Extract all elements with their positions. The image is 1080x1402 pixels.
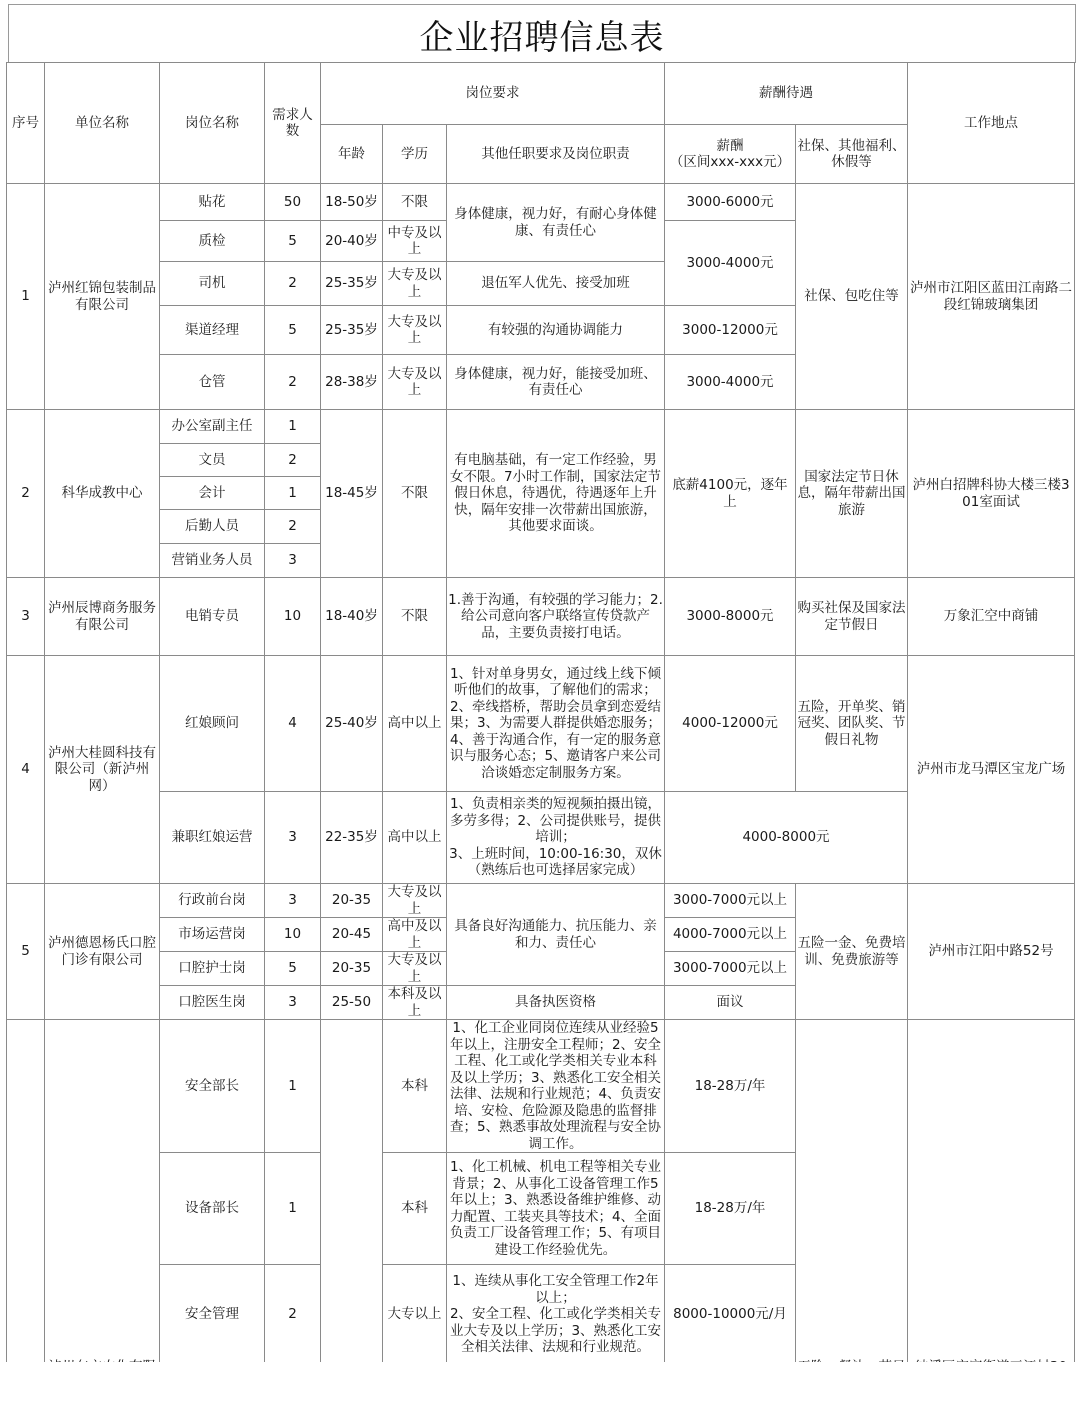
salary-range: 3000-8000元 (665, 578, 796, 656)
position-name: 后勤人员 (160, 510, 265, 544)
position-name: 司机 (160, 262, 265, 306)
age-req: 18-40岁 (321, 578, 383, 656)
headcount: 10 (265, 578, 321, 656)
salary-range: 4000-12000元 (665, 656, 796, 792)
salary-range: 3000-6000元 (665, 184, 796, 221)
work-location (908, 1020, 1075, 1385)
header-seq: 序号 (7, 63, 45, 184)
seq-cell: 4 (7, 656, 45, 884)
seq-cell: 2 (7, 410, 45, 578)
education-req: 本科 (383, 1020, 447, 1153)
seq-cell (7, 1020, 45, 1385)
benefits-text: 购买社保及国家法定节假日 (796, 578, 908, 656)
duty-text: 有较强的沟通协调能力 (447, 306, 665, 355)
duty-text: 具备良好沟通能力、抗压能力、亲和力、责任心 (447, 884, 665, 986)
headcount: 5 (265, 306, 321, 355)
headcount: 3 (265, 986, 321, 1020)
position-name: 会计 (160, 477, 265, 510)
headcount: 2 (265, 444, 321, 477)
age-req: 20-40岁 (321, 221, 383, 262)
position-name: 兼职红娘运营 (160, 792, 265, 884)
education-req: 大专及以上 (383, 355, 447, 410)
education-req: 本科及以上 (383, 986, 447, 1020)
age-req: 22-35岁 (321, 792, 383, 884)
header-compensation: 薪酬待遇 (665, 63, 908, 125)
education-req: 不限 (383, 184, 447, 221)
header-requirements: 岗位要求 (321, 63, 665, 125)
age-req: 20-35 (321, 884, 383, 918)
age-req: 25-35岁 (321, 306, 383, 355)
seq-cell: 1 (7, 184, 45, 410)
headcount: 1 (265, 1020, 321, 1153)
header-education: 学历 (383, 125, 447, 184)
education-req: 高中以上 (383, 792, 447, 884)
headcount: 1 (265, 410, 321, 444)
headcount: 1 (265, 1153, 321, 1265)
duty-text: 具备执医资格 (447, 986, 665, 1020)
position-name: 市场运营岗 (160, 918, 265, 952)
table-row (7, 656, 1075, 792)
table-row (7, 884, 1075, 918)
salary-range: 面议 (665, 986, 796, 1020)
headcount: 3 (265, 792, 321, 884)
headcount: 50 (265, 184, 321, 221)
age-req: 25-35岁 (321, 262, 383, 306)
duty-text: 1、化工企业同岗位连续从业经验5年以上，注册安全工程师；2、安全工程、化工或化学类相关专业本科及以上学历；3、熟悉化工安全相关法律、法规和行业规范；4、负责安培、安检、危险源及隐患的监督排查；5、熟悉事故处理流程与安全协调工作。 (447, 1020, 665, 1153)
education-req: 不限 (383, 578, 447, 656)
salary-range: 4000-8000元 (665, 792, 908, 884)
salary-range: 18-28万/年 (665, 1020, 796, 1153)
duty-text: 身体健康，视力好，能接受加班、有责任心 (447, 355, 665, 410)
position-name: 仓管 (160, 355, 265, 410)
headcount: 5 (265, 221, 321, 262)
table-row (7, 184, 1075, 221)
work-location: 万象汇空中商铺 (908, 578, 1075, 656)
education-req: 中专及以上 (383, 221, 447, 262)
salary-range: 3000-12000元 (665, 306, 796, 355)
seq-cell: 3 (7, 578, 45, 656)
education-req: 大专及以上 (383, 262, 447, 306)
headcount: 3 (265, 884, 321, 918)
position-name: 口腔护士岗 (160, 952, 265, 986)
age-req: 25-40岁 (321, 656, 383, 792)
headcount: 3 (265, 544, 321, 578)
position-name: 口腔医生岗 (160, 986, 265, 1020)
duty-text: 1、针对单身男女，通过线上线下倾听他们的故事，了解他们的需求；2、牵线搭桥，帮助会员拿到恋爱结果；3、为需要人群提供婚恋服务；4、善于沟通合作，有一定的服务意识与服务心态；5、邀请客户来公司洽谈婚恋定制服务方案。 (447, 656, 665, 792)
table-row (7, 578, 1075, 656)
headcount: 2 (265, 262, 321, 306)
headcount: 10 (265, 918, 321, 952)
header-location: 工作地点 (908, 63, 1075, 184)
company-name: 科华成教中心 (45, 410, 160, 578)
salary-range: 18-28万/年 (665, 1153, 796, 1265)
work-location: 泸州白招牌科协大楼三楼301室面试 (908, 410, 1075, 578)
company-name: 泸州德恩杨氏口腔门诊有限公司 (45, 884, 160, 1020)
table-row (7, 410, 1075, 444)
recruitment-table (6, 62, 1075, 1385)
seq-cell: 5 (7, 884, 45, 1020)
age-req: 25-50 (321, 986, 383, 1020)
headcount: 4 (265, 656, 321, 792)
headcount: 2 (265, 510, 321, 544)
duty-text: 1.善于沟通，有较强的学习能力；2.给公司意向客户联络宣传贷款产品，主要负责接打电话。 (447, 578, 665, 656)
headcount: 2 (265, 355, 321, 410)
headcount: 1 (265, 477, 321, 510)
age-req (321, 1020, 383, 1385)
company-name: 泸州辰博商务服务有限公司 (45, 578, 160, 656)
salary-range: 底薪4100元，逐年上 (665, 410, 796, 578)
duty-text: 1、连续从事化工安全管理工作2年以上； 2、安全工程、化工或化学类相关专业大专及以上学历；3、熟悉化工安全相关法律、法规和行业规范。 (447, 1265, 665, 1365)
position-name: 办公室副主任 (160, 410, 265, 444)
duty-text: 1、化工机械、机电工程等相关专业背景；2、从事化工设备管理工作5年以上；3、熟悉设备维护维修、动力配置、工装夹具等技术；4、全面负责工厂设备管理工作；5、有项目建设工作经验优先。 (447, 1153, 665, 1265)
salary-range: 3000-4000元 (665, 355, 796, 410)
benefits-text: 社保、包吃住等 (796, 184, 908, 410)
education-req: 大专及以上 (383, 884, 447, 918)
position-name: 安全管理 (160, 1265, 265, 1365)
education-req: 大专及以上 (383, 306, 447, 355)
position-name: 安全部长 (160, 1020, 265, 1153)
work-location: 泸州市龙马潭区宝龙广场 (908, 656, 1075, 884)
benefits-text: 国家法定节日休息，隔年带薪出国旅游 (796, 410, 908, 578)
work-location: 泸州市江阳区蓝田江南路二段红锦玻璃集团 (908, 184, 1075, 410)
header-salary: 薪酬 （区间xxx-xxx元） (665, 125, 796, 184)
company-name (45, 1020, 160, 1385)
position-name: 文员 (160, 444, 265, 477)
salary-range: 3000-4000元 (665, 221, 796, 306)
duty-text: 退伍军人优先、接受加班 (447, 262, 665, 306)
age-req: 18-50岁 (321, 184, 383, 221)
salary-range: 8000-10000元/月 (665, 1265, 796, 1365)
header-count: 需求人数 (265, 63, 321, 184)
position-name: 红娘顾问 (160, 656, 265, 792)
benefits-text: 五险，开单奖、销冠奖、团队奖、节假日礼物 (796, 656, 908, 792)
work-location: 泸州市江阳中路52号 (908, 884, 1075, 1020)
age-req: 18-45岁 (321, 410, 383, 578)
age-req: 20-45 (321, 918, 383, 952)
position-name: 贴花 (160, 184, 265, 221)
table-row (7, 1020, 1075, 1153)
page-bottom-margin (0, 1362, 1080, 1402)
sheet-title: 企业招聘信息表 (8, 4, 1076, 63)
header-company: 单位名称 (45, 63, 160, 184)
headcount: 5 (265, 952, 321, 986)
salary-range: 3000-7000元以上 (665, 884, 796, 918)
age-req: 20-35 (321, 952, 383, 986)
company-name: 泸州红锦包装制品有限公司 (45, 184, 160, 410)
headcount: 2 (265, 1265, 321, 1365)
benefits-text (796, 1020, 908, 1385)
position-name: 渠道经理 (160, 306, 265, 355)
position-name: 行政前台岗 (160, 884, 265, 918)
header-age: 年龄 (321, 125, 383, 184)
duty-text: 身体健康，视力好，有耐心身体健康、有责任心 (447, 184, 665, 262)
education-req: 大专以上 (383, 1265, 447, 1365)
header-position: 岗位名称 (160, 63, 265, 184)
education-req: 本科 (383, 1153, 447, 1265)
duty-text: 1、负责相亲类的短视频拍摄出镜，多劳多得；2、公司提供账号，提供培训； 3、上班时间，10:00-16:30，双休（熟练后也可选择居家完成） (447, 792, 665, 884)
company-name: 泸州大桂圆科技有限公司（新泸州网） (45, 656, 160, 884)
benefits-text: 五险一金、免费培训、免费旅游等 (796, 884, 908, 1020)
education-req: 不限 (383, 410, 447, 578)
header-duties: 其他任职要求及岗位职责 (447, 125, 665, 184)
position-name: 营销业务人员 (160, 544, 265, 578)
education-req: 大专及以上 (383, 952, 447, 986)
duty-text: 有电脑基础，有一定工作经验，男女不限。7小时工作制，国家法定节假日休息，待遇优，待遇逐年上升快，隔年安排一次带薪出国旅游，其他要求面谈。 (447, 410, 665, 578)
position-name: 设备部长 (160, 1153, 265, 1265)
salary-range: 3000-7000元以上 (665, 952, 796, 986)
position-name: 质检 (160, 221, 265, 262)
salary-range: 4000-7000元以上 (665, 918, 796, 952)
position-name: 电销专员 (160, 578, 265, 656)
age-req: 28-38岁 (321, 355, 383, 410)
education-req: 高中及以上 (383, 918, 447, 952)
header-benefits: 社保、其他福利、休假等 (796, 125, 908, 184)
education-req: 高中以上 (383, 656, 447, 792)
